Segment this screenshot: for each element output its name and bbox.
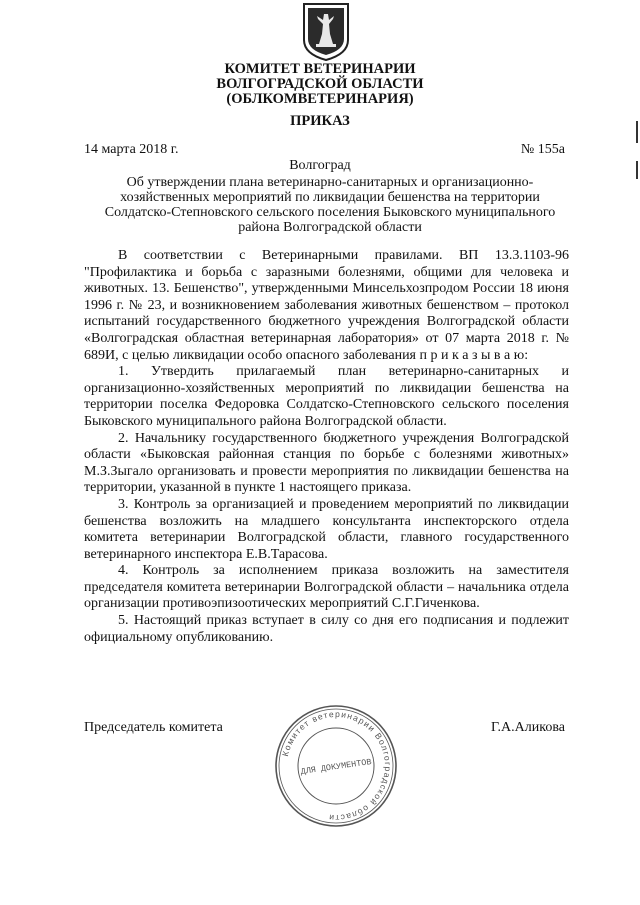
stamp-center-text: ДЛЯ ДОКУМЕНТОВ <box>300 757 373 777</box>
signatory-position: Председатель комитета <box>84 720 223 735</box>
signatory-name: Г.А.Аликова <box>491 720 565 735</box>
body-intro: В соответствии с Ветеринарными правилами. ВП 13.3.1103-96 "Профилактика и борьба с заразными болезнями, общими для человека и животных. 13. Бешенство", утвержденными Минсельхозпродом России 18 июня 1996 г. № 23, и возникновением заболевания животных бешенством – протокол испытаний государственного бюджетного учреждения Волгоградской области «Волгоградская областная ветеринарная лаборатория» от 07 марта 2018 г. № 689И, с целью ликвидации особо опасного заболевания п р и к а з ы в а ю: <box>84 248 569 363</box>
official-stamp <box>273 703 399 829</box>
scan-edge-mark <box>636 121 638 143</box>
coat-of-arms-icon <box>300 0 352 62</box>
document-city: Волгоград <box>289 158 351 173</box>
body-item-4: 4. Контроль за исполнением приказа возложить на заместителя председателя комитета ветеринарии Волгоградской области – начальника отдела организации противоэпизоотических мероприятий С.Г.Гиченкова. <box>84 563 569 612</box>
document-date: 14 марта 2018 г. <box>84 142 179 157</box>
stamp-ring-text: Комитет ветеринарии Волгоградской области <box>280 708 394 824</box>
body-item-5: 5. Настоящий приказ вступает в силу со дня его подписания и подлежит официальному опубликованию. <box>84 613 569 645</box>
document-type: ПРИКАЗ <box>290 113 350 129</box>
organization-name <box>0 62 640 107</box>
org-line-3: (ОБЛКОМВЕТЕРИНАРИЯ) <box>226 91 414 107</box>
document-title: Об утверждении плана ветеринарно-санитарных и организационно-хозяйственных мероприятий по ликвидации бешенства на территории Солдатско-Степновского сельского поселения Быковского муниципального района Волгоградской области <box>104 175 556 235</box>
body-item-3: 3. Контроль за организацией и проведением мероприятий по ликвидации бешенства возложить на младшего консультанта инспекторского отдела комитета ветеринарии Волгоградской области, главного государственного ветеринарного инспектора Е.В.Тарасова. <box>84 496 569 562</box>
body-item-1: 1. Утвердить прилагаемый план ветеринарно-санитарных и организационно-хозяйственных мероприятий по ликвидации бешенства на территории поселка Федоровка Солдатско-Степновского сельского поселения Быковского муниципального района Волгоградской области. <box>84 364 569 429</box>
scan-edge-mark <box>636 161 638 179</box>
document-number: № 155а <box>520 142 565 157</box>
body-item-2: 2. Начальнику государственного бюджетного учреждения Волгоградской области «Быковская районная станция по борьбе с болезнями животных» М.З.Зыгало организовать и провести мероприятия по ликвидации бешенства на территории, указанной в пункте 1 настоящего приказа. <box>84 430 569 496</box>
org-line-1: КОМИТЕТ ВЕТЕРИНАРИИ <box>224 61 416 77</box>
document-body <box>84 248 569 646</box>
org-line-2: ВОЛГОГРАДСКОЙ ОБЛАСТИ <box>216 76 424 92</box>
